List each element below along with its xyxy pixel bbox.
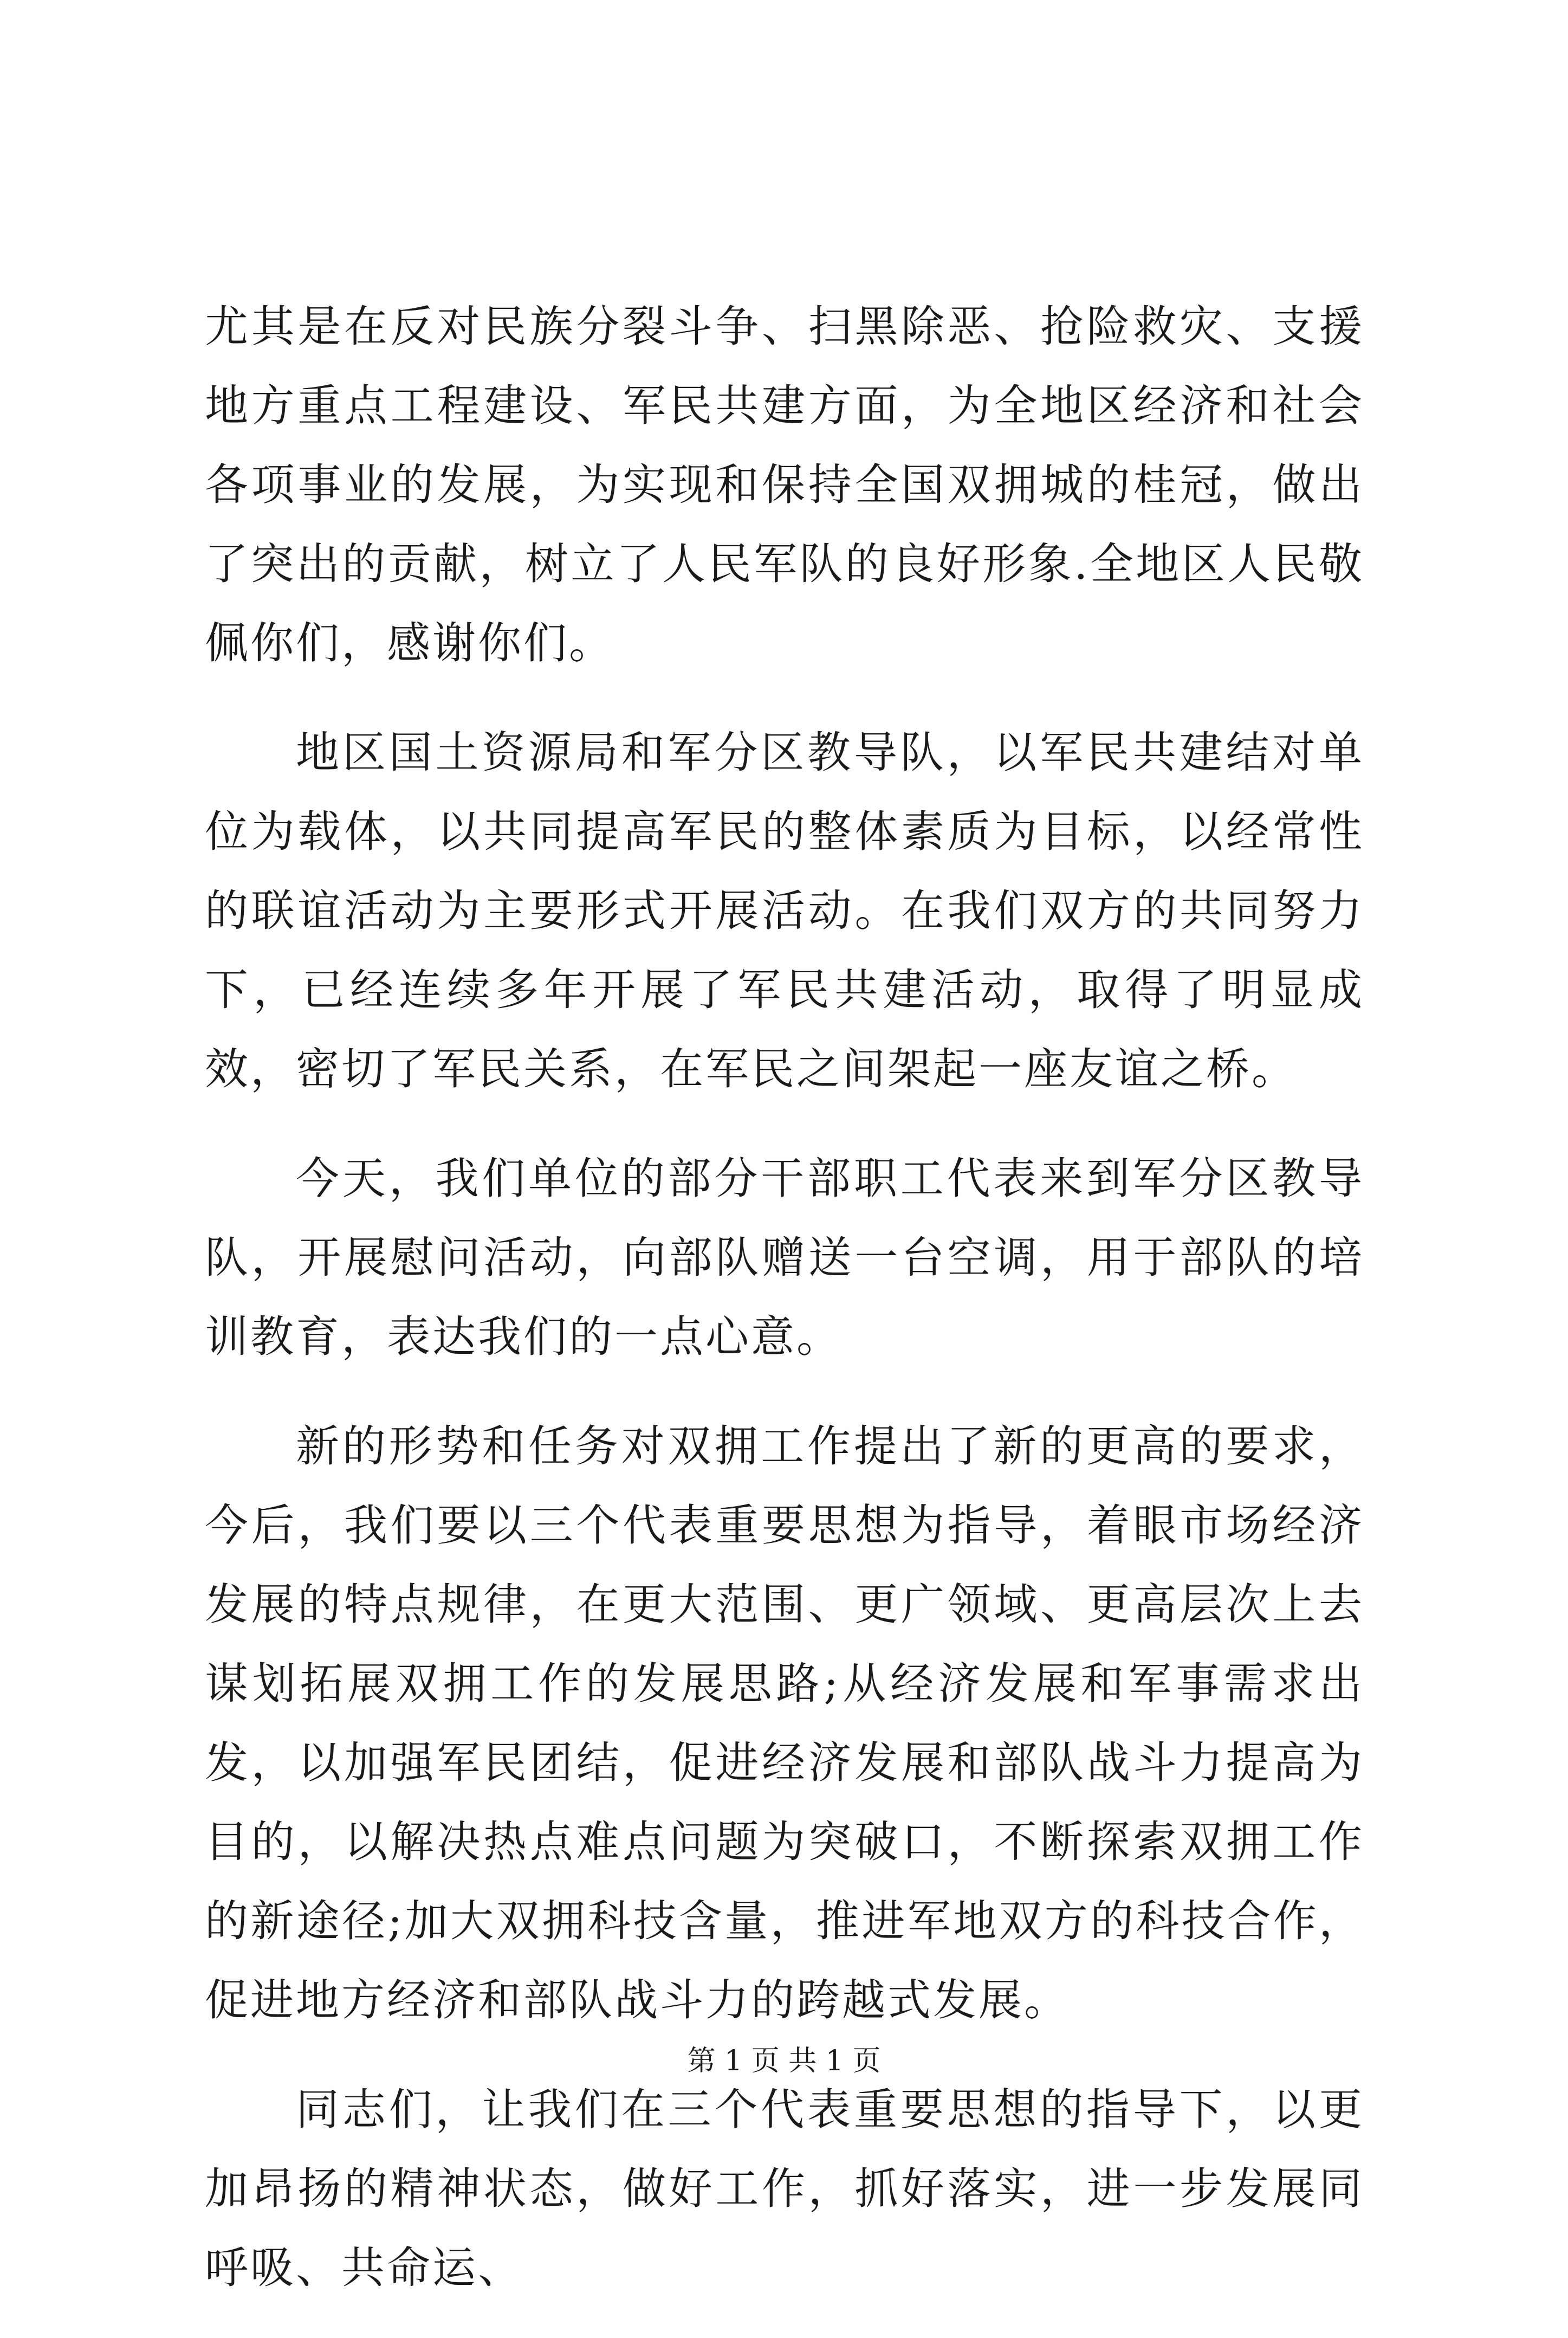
paragraph-5: 同志们，让我们在三个代表重要思想的指导下，以更加昂扬的精神状态，做好工作，抓好落实，进一步发展同呼吸、共命运、 — [205, 2084, 1364, 2293]
paragraph-2: 地区国土资源局和军分区教导队，以军民共建结对单位为载体，以共同提高军民的整体素质为目标，以经常性的联谊活动为主要形式开展活动。在我们双方的共同努力下，已经连续多年开展了军民共建活动，取得了明显成效，密切了军民关系，在军民之间架起一座友谊之桥。 — [205, 727, 1364, 1094]
page-number: 第 1 页 共 1 页 — [687, 2045, 881, 2077]
document-body — [205, 287, 1364, 2338]
paragraph-3: 今天，我们单位的部分干部职工代表来到军分区教导队，开展慰问活动，向部队赠送一台空调，用于部队的培训教育，表达我们的一点心意。 — [205, 1153, 1364, 1362]
page-footer — [0, 2042, 1568, 2080]
paragraph-1: 尤其是在反对民族分裂斗争、扫黑除恶、抢险救灾、支援地方重点工程建设、军民共建方面，为全地区经济和社会各项事业的发展，为实现和保持全国双拥城的桂冠，做出了突出的贡献，树立了人民军队的良好形象.全地区人民敬佩你们，感谢你们。 — [205, 301, 1364, 668]
paragraph-4: 新的形势和任务对双拥工作提出了新的更高的要求，今后，我们要以三个代表重要思想为指导，着眼市场经济发展的特点规律，在更大范围、更广领域、更高层次上去谋划拓展双拥工作的发展思路;从经济发展和军事需求出发，以加强军民团结，促进经济发展和部队战斗力提高为目的，以解决热点难点问题为突破口，不断探索双拥工作的新途径;加大双拥科技含量，推进军地双方的科技合作，促进地方经济和部队战斗力的跨越式发展。 — [205, 1421, 1364, 2025]
